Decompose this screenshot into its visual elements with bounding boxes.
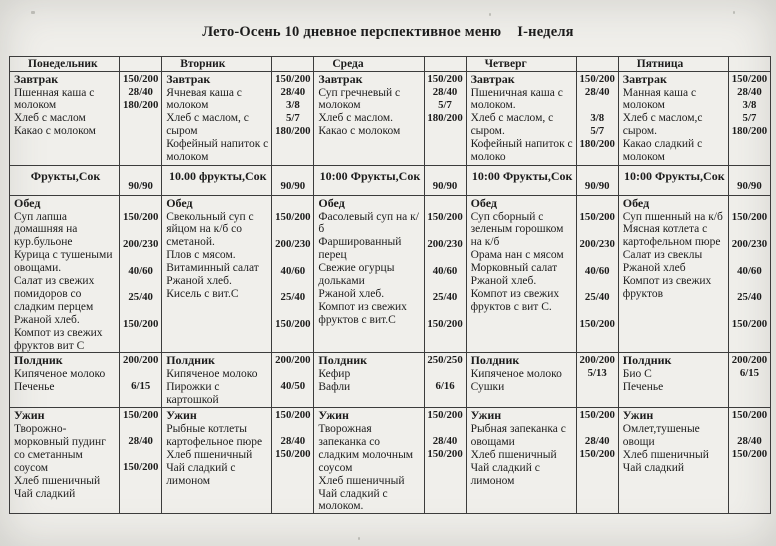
list-line: 150/200 [579,210,615,223]
list-line: 180/200 [275,124,311,137]
list-line: 28/40 [584,435,610,448]
portion-list [426,197,465,345]
portions-cell [576,72,618,166]
dish-list [318,423,421,513]
scan-speckle [31,11,35,14]
portions-cell [424,353,466,408]
portions-header-cell [728,57,770,72]
list-line: 150/200 [122,409,159,422]
list-line: Свекольный суп с яйцом на к/б со сметаной. [166,210,254,249]
list-line: 150/200 [122,461,159,474]
portions-cell [576,196,618,353]
portions-cell [424,408,466,514]
list-line: 200/230 [731,237,768,250]
list-line: Кипяченое молоко [14,367,106,380]
portions-cell [576,166,618,196]
list-line [273,367,312,380]
day-header-friday: Пятница [618,57,728,72]
portions-header-cell [576,57,618,72]
list-line: Суп гречневый с молоком [318,86,401,112]
portions-cell [728,196,770,353]
meal-label: Ужин [318,408,349,423]
list-line: Ржаной хлеб. [14,313,80,326]
list-line: Хлеб пшеничный [166,448,253,461]
menu-cell-friday-breakfast [618,72,728,166]
list-line: 6/15 [131,380,151,393]
list-line: Компот из свежих фруктов с вит.С [318,300,407,326]
menu-cell-monday-lunch [10,196,120,353]
list-line: Чай сладкий с лимоном [470,461,540,487]
menu-cell-monday-breakfast [10,72,120,166]
list-line: Кисель с вит.С [166,287,239,300]
dinner-row [10,408,771,514]
portions-cell [120,166,162,196]
list-line: 150/200 [122,73,159,85]
list-line: Ячневая каша с молоком [166,86,242,112]
list-line: 28/40 [432,85,458,98]
dish-list [471,423,574,488]
dish-list [471,211,574,314]
list-line [121,367,160,380]
portions-cell [576,353,618,408]
list-line: 28/40 [737,85,762,98]
list-line: 3/8 [590,111,605,124]
list-line: Салат из свеклы [622,249,703,262]
list-line [426,367,465,380]
portions-cell [120,196,162,353]
portion-list [730,197,769,345]
list-line: Манная каша с молоком [622,86,697,112]
list-line: 5/7 [285,111,300,124]
fruits-cell-thursday [466,166,576,196]
list-line: 180/200 [427,111,463,124]
list-line: 3/8 [285,98,300,111]
list-line: 40/60 [280,264,306,277]
scan-speckle [489,13,491,16]
list-line: 150/200 [731,409,768,422]
portions-header-cell [424,57,466,72]
list-line: Компот из свежих фруктов вит С [14,326,103,352]
list-line: Печенье [622,380,664,393]
fruits-cell-monday [10,166,120,196]
dish-list [14,423,117,500]
list-line: 3/8 [742,98,757,111]
list-line: 200/200 [275,354,311,367]
menu-table [9,56,771,514]
list-line [730,422,769,435]
list-line: 40/60 [737,264,762,277]
list-line: 6/15 [739,367,760,380]
portion-list [121,197,160,345]
menu-cell-monday-snack [10,353,120,408]
list-line: Хлеб с маслом,с сыром. [622,112,703,138]
portions-cell [272,72,314,166]
list-line: Салат из свежих помидоров со сладким перцем [14,275,95,313]
meal-label: Полдник [622,353,672,368]
dish-list [14,211,117,353]
list-line: Био С [622,367,652,380]
list-line: Хлеб пшеничный [622,448,709,461]
menu-cell-tuesday-breakfast [162,72,272,166]
list-line: 150/200 [427,409,463,422]
list-line: Ржаной хлеб. [470,275,537,288]
list-line: 25/40 [584,291,610,304]
list-line: Орама нан с мясом [470,249,564,262]
list-line: 40/50 [280,380,306,393]
meal-label: Полдник [470,353,520,368]
list-line: 150/200 [579,73,615,85]
list-line [121,422,160,435]
dish-list [623,368,726,394]
meal-label: Ужин [14,408,45,423]
list-line: Вафли [318,380,351,393]
day-header-thursday: Четверг [466,57,576,72]
breakfast-row [10,72,771,166]
menu-cell-thursday-breakfast [466,72,576,166]
dish-list [166,423,269,488]
list-line: Хлеб с маслом. [318,112,394,125]
day-header-wednesday: Среда [314,57,424,72]
list-line: Какао сладкий с молоком [622,138,703,164]
list-line: 150/200 [275,73,311,85]
fruits-row [10,166,771,196]
list-line [426,422,465,435]
menu-cell-tuesday-dinner [162,408,272,514]
portions-cell [120,353,162,408]
list-line: Творожно-морковный пудинг со сметанным соусом [14,422,106,474]
dish-list [623,87,726,164]
list-line: 150/200 [427,210,463,223]
list-line: 28/40 [280,435,306,448]
portions-cell [272,353,314,408]
portions-cell [120,408,162,514]
list-line: 28/40 [737,435,762,448]
list-line: 150/200 [275,210,311,223]
fruits-cell-friday [618,166,728,196]
list-line: Пирожки с картошкой [166,380,220,406]
list-line: 250/250 [427,354,463,367]
list-line: 150/200 [275,318,311,331]
list-line: Суп лапша домашняя на кур.бульоне [14,210,78,249]
meal-label: Обед [622,196,650,210]
dish-list [166,87,269,164]
menu-cell-wednesday-snack [314,353,424,408]
fruits-label: 10:00 Фрукты,Сок [319,169,421,183]
menu-cell-wednesday-breakfast [314,72,424,166]
list-line: Творожная запеканка со сладким молочным соусом [318,422,414,474]
list-line: 150/200 [731,448,768,461]
dish-list [318,87,421,139]
dish-list [318,368,421,394]
list-line: 200/200 [731,354,768,367]
list-line: Мясная котлета с картофельном пюре [622,223,721,249]
list-line: 200/200 [579,354,615,367]
list-line: 28/40 [128,435,153,448]
list-line: 40/60 [128,264,153,277]
document-title [0,24,776,41]
list-line: 40/60 [432,264,458,277]
list-line: Чай сладкий [622,461,685,474]
list-line: Суп пшенный на к/б [622,210,723,223]
snack-row [10,353,771,408]
dish-list [623,211,726,301]
portions-cell [272,166,314,196]
dish-list [166,211,269,301]
portions-cell [424,196,466,353]
list-line: Хлеб пшеничный [470,448,557,461]
list-line: Кефир [318,367,351,380]
list-line: 150/200 [122,318,159,331]
list-line: Кипяченое молоко [166,367,258,380]
meal-label: Завтрак [166,72,211,86]
portions-cell [728,72,770,166]
list-line [273,422,312,435]
list-line: 40/60 [584,264,610,277]
portion-list [273,197,312,345]
list-line: 150/200 [579,409,615,422]
list-line [578,99,617,112]
menu-cell-friday-dinner [618,408,728,514]
header-row [10,57,771,72]
meal-label: Обед [470,196,497,210]
portion-list [578,197,617,345]
list-line: Рыбная запеканка с овощами [470,422,566,448]
menu-cell-tuesday-lunch [162,196,272,353]
portions-cell [424,72,466,166]
dish-list [14,368,117,394]
list-line: 25/40 [280,291,306,304]
menu-cell-wednesday-dinner [314,408,424,514]
list-line [121,448,160,461]
list-line: 200/230 [579,237,615,250]
list-line: 150/200 [122,210,159,223]
list-line: 200/230 [275,237,311,250]
list-line: 180/200 [122,98,159,111]
list-line: 150/200 [427,73,463,85]
list-line: 150/200 [731,73,768,85]
list-line: 150/200 [731,318,768,331]
fruits-label: 10:00 Фрукты,Сок [624,169,725,183]
meal-label: Полдник [166,353,215,368]
list-line: 150/200 [427,318,463,331]
list-line: Рыбные котлеты картофельное пюре [166,422,263,448]
list-line [578,422,617,435]
list-line: Плов с мясом. [166,249,236,262]
fruits-cell-wednesday [314,166,424,196]
meal-label: Полдник [14,353,63,368]
dish-list [318,211,421,327]
list-line: Курица с тушеными овощами. [14,249,113,275]
portions-cell [728,166,770,196]
menu-cell-friday-snack [618,353,728,408]
list-line: Какао с молоком [14,125,96,138]
menu-cell-thursday-snack [466,353,576,408]
list-line: Фаршированный перец [318,236,402,262]
list-line: 5/13 [587,367,607,380]
list-line: Какао с молоком [318,125,401,138]
menu-cell-thursday-lunch [466,196,576,353]
title-main: Лето-Осень 10 дневное перспективное меню [202,24,502,40]
list-line: Пшеничная каша с молоком. [470,86,563,112]
list-line: 5/7 [742,111,757,124]
scan-speckle [358,537,360,540]
list-line: Кофейный напиток с молоко [470,138,573,164]
list-line: Фасолевый суп на к/б [318,210,419,236]
portions-header-cell [120,57,162,72]
meal-label: Ужин [470,408,502,423]
list-line: Сушки [470,380,505,393]
list-line: Хлеб с маслом [14,112,86,125]
meal-label: Завтрак [470,72,515,86]
portions-cell [120,72,162,166]
portions-cell [272,408,314,514]
list-line: Суп сборный с зеленым горошком на к/б [470,210,564,249]
meal-label: Полдник [318,353,368,368]
meal-label: Обед [14,196,41,210]
list-line: 180/200 [579,137,615,150]
dish-list [471,368,574,394]
list-line: 25/40 [128,291,153,304]
list-line: 150/200 [731,210,768,223]
list-line: Хлеб пшеничный [318,474,405,487]
menu-cell-friday-lunch [618,196,728,353]
list-line: Ржаной хлеб [622,262,686,275]
portions-cell [272,196,314,353]
list-line: Хлеб с маслом, с сыром. [470,112,554,138]
list-line: 28/40 [584,85,610,98]
fruits-label: 10.00 фрукты,Сок [168,169,267,183]
portions-cell [424,166,466,196]
lunch-row [10,196,771,353]
list-line: 150/200 [579,318,615,331]
title-week: I-неделя [517,24,574,40]
list-line: 28/40 [128,85,153,98]
fruits-portion: 90/90 [737,180,762,193]
list-line: Хлеб с маслом, с сыром [166,112,249,138]
menu-cell-monday-dinner [10,408,120,514]
list-line: Пшенная каша с молоком [14,86,95,112]
list-line: Свежие огурцы дольками [318,262,395,288]
meal-label: Завтрак [318,72,363,86]
fruits-portion: 90/90 [128,180,153,193]
list-line: Чай сладкий с молоком. [318,487,388,513]
list-line: Ржаной хлеб. [318,287,385,300]
portions-cell [728,353,770,408]
list-line: 200/230 [122,237,159,250]
meal-label: Завтрак [622,72,667,86]
list-line: Хлеб пшеничный [14,474,101,487]
list-line: 28/40 [432,435,458,448]
list-line: Витаминный салат [166,262,259,275]
menu-cell-wednesday-lunch [314,196,424,353]
list-line: Омлет,тушеные овощи [622,422,700,448]
fruits-portion: 90/90 [432,180,458,193]
list-line: 6/16 [435,380,455,393]
fruits-portion: 90/90 [584,180,610,193]
list-line: 180/200 [731,124,768,137]
meal-label: Ужин [166,408,197,423]
portions-header-cell [272,57,314,72]
list-line: Компот из свежих фруктов с вит С. [470,287,560,313]
list-line: 5/7 [438,98,452,111]
portions-cell [728,408,770,514]
fruits-label: Фрукты,Сок [30,169,101,183]
dish-list [471,87,574,164]
day-header-monday: Понедельник [10,57,120,72]
day-header-tuesday: Вторник [162,57,272,72]
list-line: 150/200 [579,448,615,461]
menu-cell-thursday-dinner [466,408,576,514]
list-line: Кипяченое молоко [470,367,562,380]
scan-speckle [733,11,735,14]
list-line: 200/230 [427,237,463,250]
meal-label: Обед [166,196,193,210]
list-line: 150/200 [427,448,463,461]
fruits-label: 10:00 Фрукты,Сок [471,169,573,183]
list-line: Печенье [14,380,55,393]
fruits-portion: 90/90 [280,180,306,193]
meal-label: Обед [318,196,345,210]
list-line: 150/200 [275,409,311,422]
menu-cell-tuesday-snack [162,353,272,408]
list-line: Кофейный напиток с молоком [166,138,269,164]
list-line: 28/40 [280,85,306,98]
list-line: 5/7 [590,124,605,137]
list-line: Морковный салат [470,262,558,275]
dish-list [14,87,117,139]
dish-list [623,423,726,475]
list-line: Чай сладкий [14,487,76,500]
fruits-cell-tuesday [162,166,272,196]
portions-cell [576,408,618,514]
list-line: 150/200 [275,448,311,461]
list-line: 200/200 [122,354,159,367]
list-line: Чай сладкий с лимоном [166,461,236,487]
list-line: Компот из свежих фруктов [622,275,712,300]
list-line: Ржаной хлеб. [166,275,232,288]
meal-label: Завтрак [14,72,59,86]
dish-list [166,368,269,407]
meal-label: Ужин [622,408,654,423]
list-line: 25/40 [432,291,458,304]
list-line: 25/40 [737,291,762,304]
